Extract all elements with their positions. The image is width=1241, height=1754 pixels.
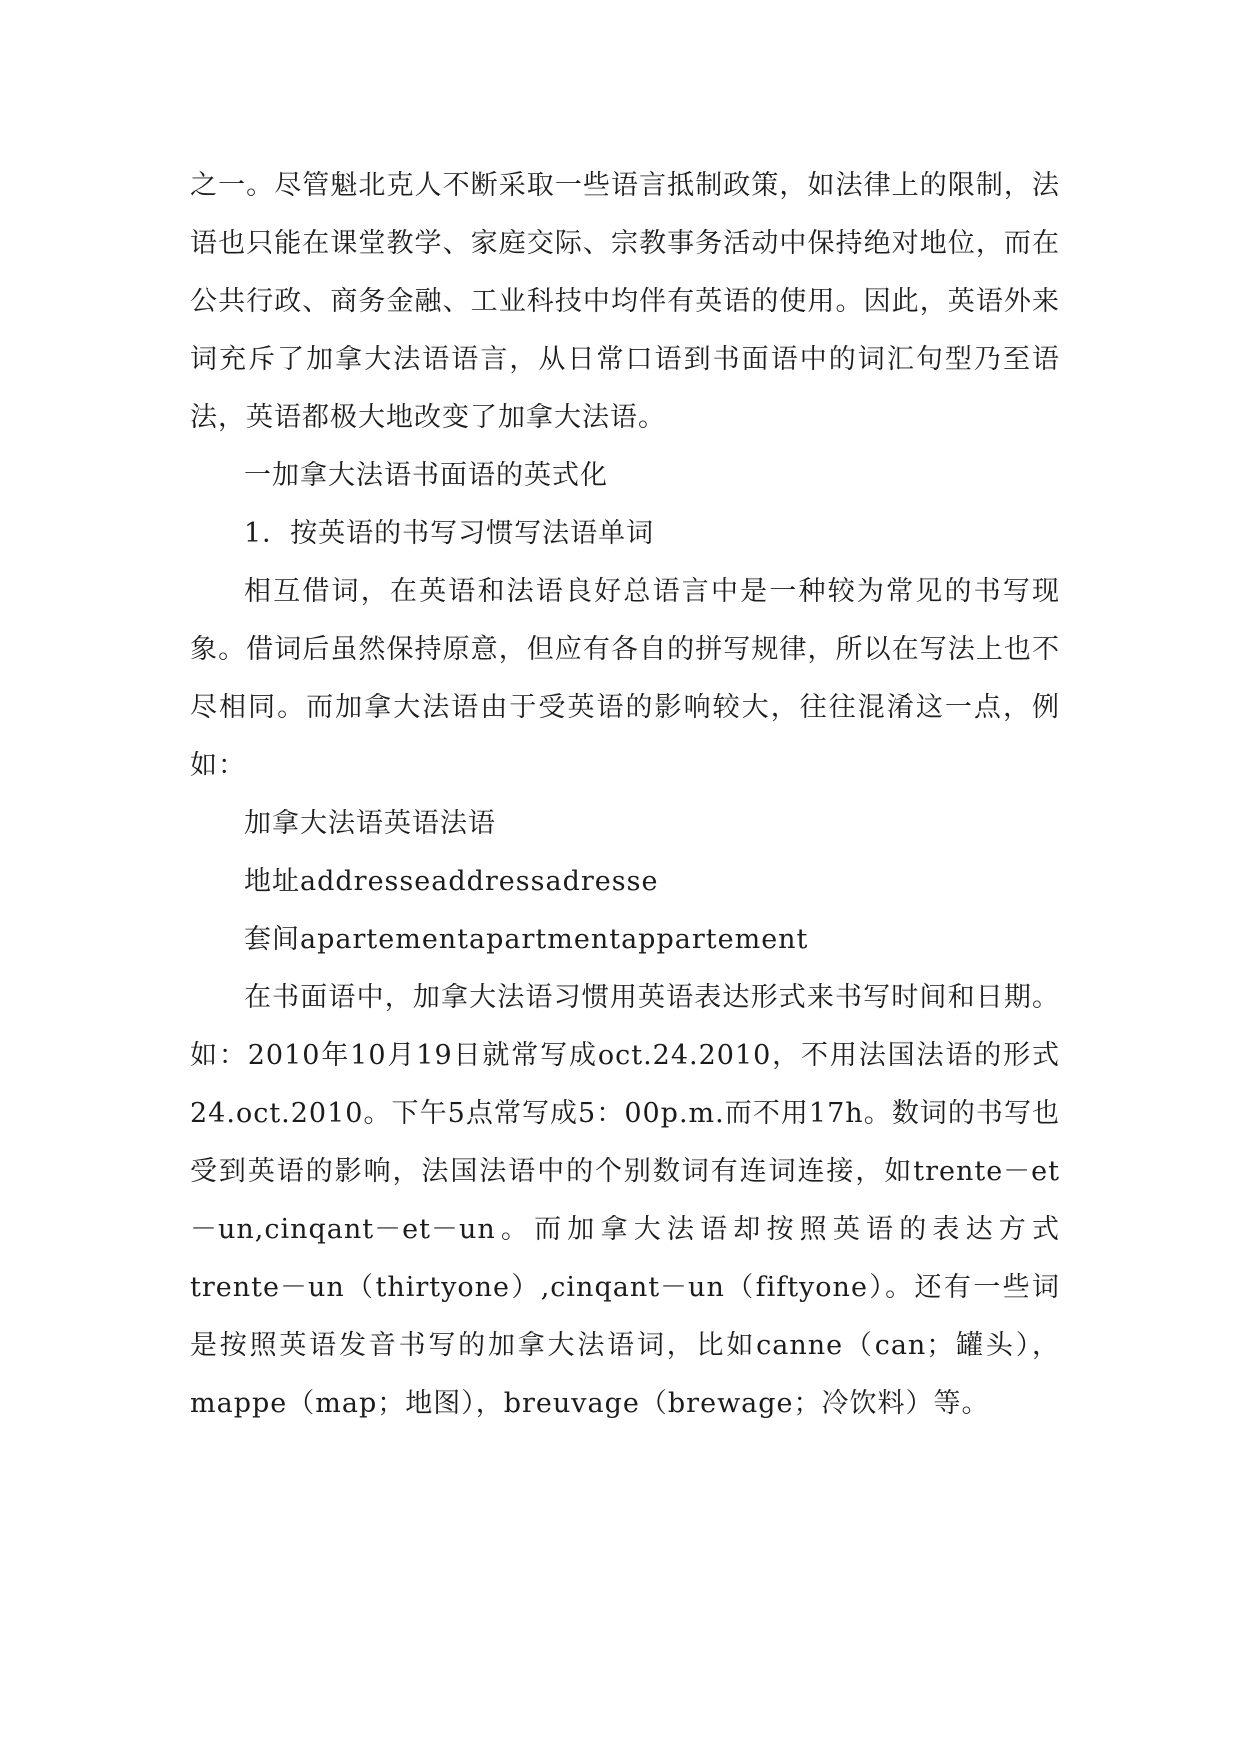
paragraph-dates-numbers: 在书面语中，加拿大法语习惯用英语表达形式来书写时间和日期。如：2010年10月19日就常写成oct.24.2010，不用法国法语的形式24.oct.2010。下午5点常写成5：00p.m.而不用17h。数词的书写也受到英语的影响，法国法语中的个别数词有连词连接，如trente－et－un,cinqant－et－un。而加拿大法语却按照英语的表达方式trente－un（thirtyone）,cinqant－un（fiftyone）。还有一些词是按照英语发音书写的加拿大法语词，比如canne（can；罐头），mappe（map；地图），breuvage（brewage；冷饮料）等。 [190,982,1060,1419]
example-row-apartment: 套间apartementapartmentappartement [244,924,809,955]
section-heading: 一加拿大法语书面语的英式化 [244,460,608,491]
example-header-row: 加拿大法语英语法语 [244,808,496,839]
paragraph-borrowing: 相互借词，在英语和法语良好总语言中是一种较为常见的书写现象。借词后虽然保持原意，但应有各自的拼写规律，所以在写法上也不尽相同。而加拿大法语由于受英语的影响较大，往往混淆这一点，例如： [190,576,1060,781]
example-row-address: 地址addresseaddressadresse [244,866,659,897]
document-body [190,157,1060,1433]
subsection-heading: 1．按英语的书写习惯写法语单词 [244,518,655,549]
paragraph-intro: 之一。尽管魁北克人不断采取一些语言抵制政策，如法律上的限制，法语也只能在课堂教学、家庭交际、宗教事务活动中保持绝对地位，而在公共行政、商务金融、工业科技中均伴有英语的使用。因此，英语外来词充斥了加拿大法语语言，从日常口语到书面语中的词汇句型乃至语法，英语都极大地改变了加拿大法语。 [190,170,1060,433]
